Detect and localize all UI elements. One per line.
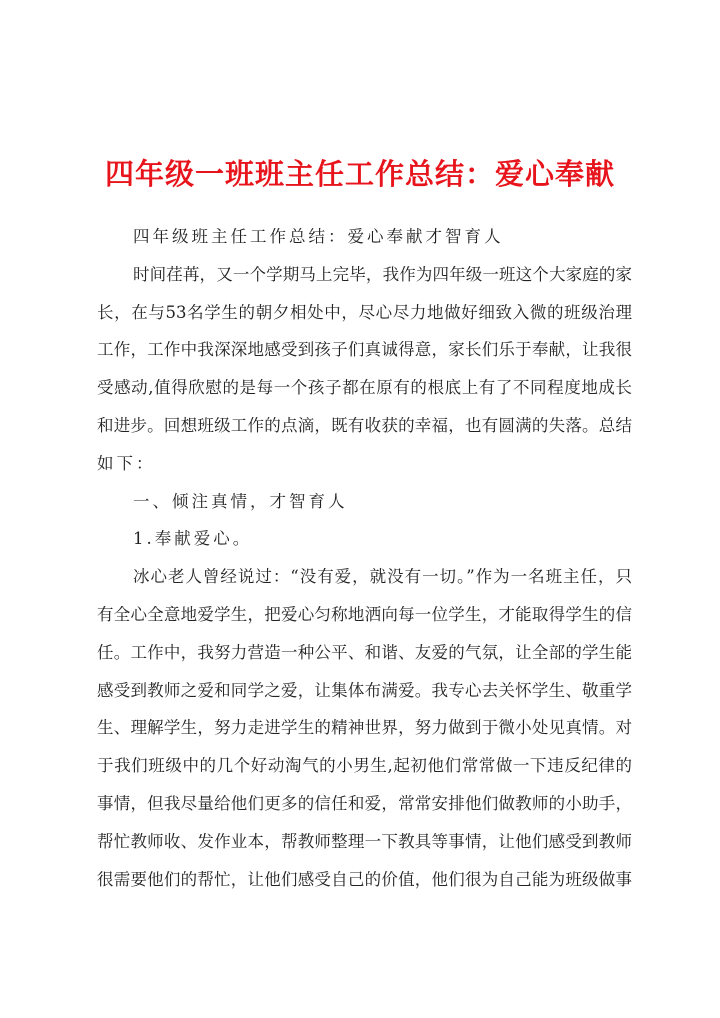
paragraph-line: 如下： — [97, 453, 156, 473]
subtitle: 四年级班主任工作总结：爱心奉献才智育人 — [133, 227, 504, 246]
section-heading: 一、倾注真情，才智育人 — [133, 491, 348, 511]
paragraph-line: 任。工作中，我努力营造一种公平、和谐、友爱的气氛，让全部的学生能 — [97, 642, 632, 662]
document-title: 四年级一班班主任工作总结：爱心奉献 — [104, 157, 615, 191]
document-body — [97, 218, 632, 898]
subsection-heading: 1.奉献爱心。 — [133, 529, 253, 549]
paragraph-line: 帮忙教师收、发作业本，帮教师整理一下教具等事情，让他们感受到教师 — [97, 831, 632, 851]
paragraph-line: 于我们班级中的几个好动淘气的小男生,起初他们常常做一下违反纪律的 — [97, 756, 632, 776]
paragraph-line: 感受到教师之爱和同学之爱，让集体布满爱。我专心去关怀学生、敬重学 — [97, 680, 632, 700]
paragraph-line: 生、理解学生，努力走进学生的精神世界，努力做到于微小处见真情。对 — [97, 718, 632, 738]
paragraph-line: 有全心全意地爱学生，把爱心匀称地洒向每一位学生，才能取得学生的信 — [97, 604, 632, 624]
paragraph-line: 和进步。回想班级工作的点滴，既有收获的幸福，也有圆满的失落。总结 — [97, 415, 632, 435]
paragraph-line: 受感动,值得欣慰的是每一个孩子都在原有的根底上有了不同程度地成长 — [97, 378, 632, 398]
paragraph-line: 工作，工作中我深深地感受到孩子们真诚得意，家长们乐于奉献，让我很 — [97, 340, 632, 360]
paragraph-line: 事情，但我尽量给他们更多的信任和爱，常常安排他们做教师的小助手， — [97, 793, 632, 813]
paragraph-line: 很需要他们的帮忙，让他们感受自己的价值，他们很为自己能为班级做事 — [97, 869, 632, 889]
paragraph-line: 时间荏苒，又一个学期马上完毕，我作为四年级一班这个大家庭的家 — [133, 264, 632, 284]
paragraph-line: 冰心老人曾经说过：“没有爱，就没有一切。”作为一名班主任，只 — [133, 567, 632, 587]
paragraph-line: 长，在与53名学生的朝夕相处中，尽心尽力地做好细致入微的班级治理 — [97, 302, 632, 322]
